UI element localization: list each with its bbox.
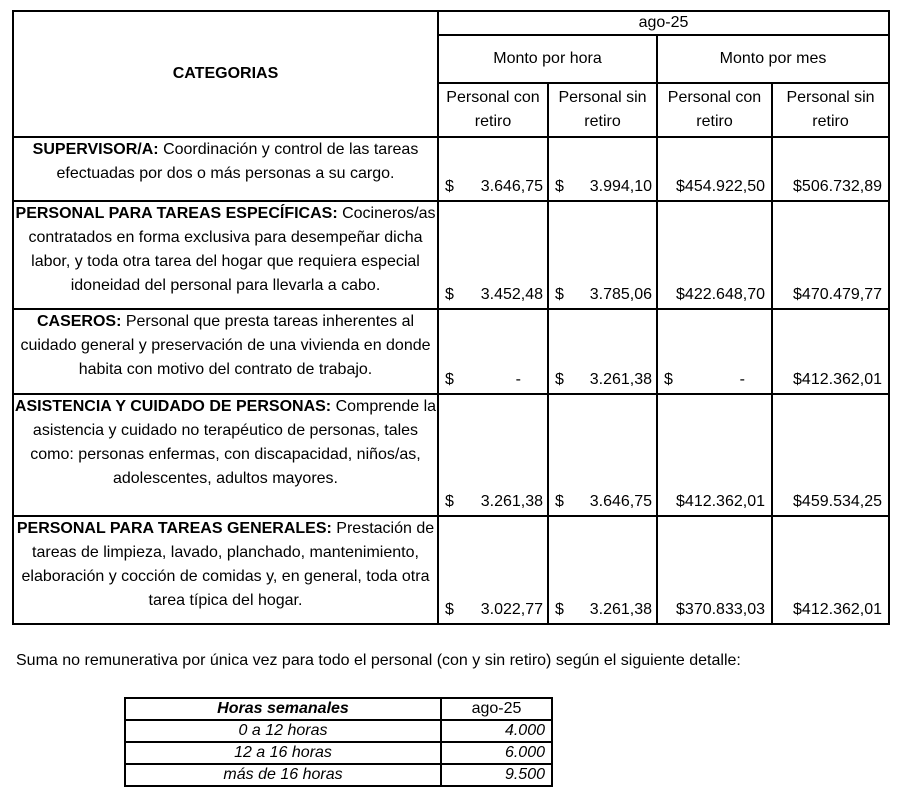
table-row bbox=[125, 764, 552, 786]
category-description bbox=[13, 394, 438, 516]
hora-sin-cell bbox=[548, 137, 657, 201]
hora-con-cell bbox=[438, 394, 548, 516]
salary-table bbox=[12, 10, 890, 625]
hours-value: 9.500 bbox=[441, 764, 552, 786]
amount: 3.261,38 bbox=[480, 493, 543, 510]
mes-con-cell bbox=[657, 309, 772, 394]
mes-con-cell: $370.833,03 bbox=[657, 516, 772, 624]
category-text: Cocineros/as contratados en forma exclusiva para desempeñar dicha labor, y toda otra tarea del hogar que requiera especial idoneidad del personal para llevarla a cabo. bbox=[28, 205, 436, 294]
mes-sin-cell: $470.479,77 bbox=[772, 201, 889, 309]
currency-sign: $ bbox=[555, 286, 564, 303]
amount: 3.261,38 bbox=[589, 601, 652, 618]
table-row bbox=[13, 394, 889, 516]
mes-sin-retiro-header: Personal sin retiro bbox=[772, 83, 889, 137]
currency-sign: $ bbox=[664, 371, 673, 388]
amount: - bbox=[739, 371, 745, 388]
hora-con-cell bbox=[438, 137, 548, 201]
category-description bbox=[13, 309, 438, 394]
non-remunerative-note: Suma no remunerativa por única vez para todo el personal (con y sin retiro) según el siguiente detalle: bbox=[16, 652, 741, 669]
currency-sign: $ bbox=[555, 493, 564, 510]
amount: 3.646,75 bbox=[589, 493, 652, 510]
amount: 3.022,77 bbox=[480, 601, 543, 618]
mes-con-cell: $454.922,50 bbox=[657, 137, 772, 201]
monto-mes-header: Monto por mes bbox=[657, 35, 889, 83]
currency-sign: $ bbox=[445, 286, 454, 303]
table-row bbox=[13, 516, 889, 624]
currency-sign: $ bbox=[555, 371, 564, 388]
hours-value: 6.000 bbox=[441, 742, 552, 764]
currency-sign: $ bbox=[555, 601, 564, 618]
mes-con-cell: $412.362,01 bbox=[657, 394, 772, 516]
currency-sign: $ bbox=[445, 601, 454, 618]
category-text: Prestación de tareas de limpieza, lavado, planchado, mantenimiento, elaboración y cocción de comidas y, en general, toda otra tarea típica del hogar. bbox=[21, 520, 435, 609]
category-description bbox=[13, 201, 438, 309]
currency-sign: $ bbox=[555, 178, 564, 195]
hora-sin-cell bbox=[548, 516, 657, 624]
monto-hora-header: Monto por hora bbox=[438, 35, 657, 83]
hora-sin-cell bbox=[548, 201, 657, 309]
hora-con-retiro-header: Personal con retiro bbox=[438, 83, 548, 137]
category-title: CASEROS: bbox=[36, 313, 122, 330]
table-row bbox=[125, 720, 552, 742]
mes-con-cell: $422.648,70 bbox=[657, 201, 772, 309]
table-row bbox=[13, 201, 889, 309]
amount: 3.785,06 bbox=[589, 286, 652, 303]
period-header: ago-25 bbox=[438, 11, 889, 35]
currency-sign: $ bbox=[445, 178, 454, 195]
currency-sign: $ bbox=[445, 371, 454, 388]
amount: 3.994,10 bbox=[589, 178, 652, 195]
category-description bbox=[13, 137, 438, 201]
hora-sin-cell bbox=[548, 394, 657, 516]
category-text: Coordinación y control de las tareas efectuadas por dos o más personas a su cargo. bbox=[56, 141, 419, 182]
hora-con-cell bbox=[438, 309, 548, 394]
amount: 3.452,48 bbox=[480, 286, 543, 303]
table-row bbox=[13, 137, 889, 201]
category-description bbox=[13, 516, 438, 624]
categorias-header: CATEGORIAS bbox=[13, 11, 438, 137]
amount: - bbox=[515, 371, 521, 388]
amount: 3.261,38 bbox=[589, 371, 652, 388]
hours-value: 4.000 bbox=[441, 720, 552, 742]
currency-sign: $ bbox=[445, 493, 454, 510]
mes-con-retiro-header: Personal con retiro bbox=[657, 83, 772, 137]
category-title: ASISTENCIA Y CUIDADO DE PERSONAS: bbox=[14, 398, 332, 415]
hours-period-header: ago-25 bbox=[441, 698, 552, 720]
mes-sin-cell: $412.362,01 bbox=[772, 309, 889, 394]
category-title: SUPERVISOR/A: bbox=[32, 141, 159, 158]
table-row bbox=[13, 309, 889, 394]
mes-sin-cell: $412.362,01 bbox=[772, 516, 889, 624]
hours-range: 0 a 12 horas bbox=[125, 720, 441, 742]
mes-sin-cell: $459.534,25 bbox=[772, 394, 889, 516]
amount: 3.646,75 bbox=[480, 178, 543, 195]
hours-label-header: Horas semanales bbox=[125, 698, 441, 720]
hora-sin-cell bbox=[548, 309, 657, 394]
hours-range: 12 a 16 horas bbox=[125, 742, 441, 764]
category-title: PERSONAL PARA TAREAS ESPECÍFICAS: bbox=[15, 205, 338, 222]
hours-header-row bbox=[125, 698, 552, 720]
hora-sin-retiro-header: Personal sin retiro bbox=[548, 83, 657, 137]
hora-con-cell bbox=[438, 201, 548, 309]
hora-con-cell bbox=[438, 516, 548, 624]
category-title: PERSONAL PARA TAREAS GENERALES: bbox=[16, 520, 332, 537]
hours-range: más de 16 horas bbox=[125, 764, 441, 786]
table-row bbox=[125, 742, 552, 764]
mes-sin-cell: $506.732,89 bbox=[772, 137, 889, 201]
category-text: Personal que presta tareas inherentes al cuidado general y preservación de una vivienda en donde habita con motivo del contrato de trabajo. bbox=[20, 313, 431, 378]
hours-table bbox=[124, 697, 553, 787]
category-text: Comprende la asistencia y cuidado no terapéutico de personas, tales como: personas enfermas, con discapacidad, niños/as, adolescentes, adultos mayores. bbox=[30, 398, 437, 487]
